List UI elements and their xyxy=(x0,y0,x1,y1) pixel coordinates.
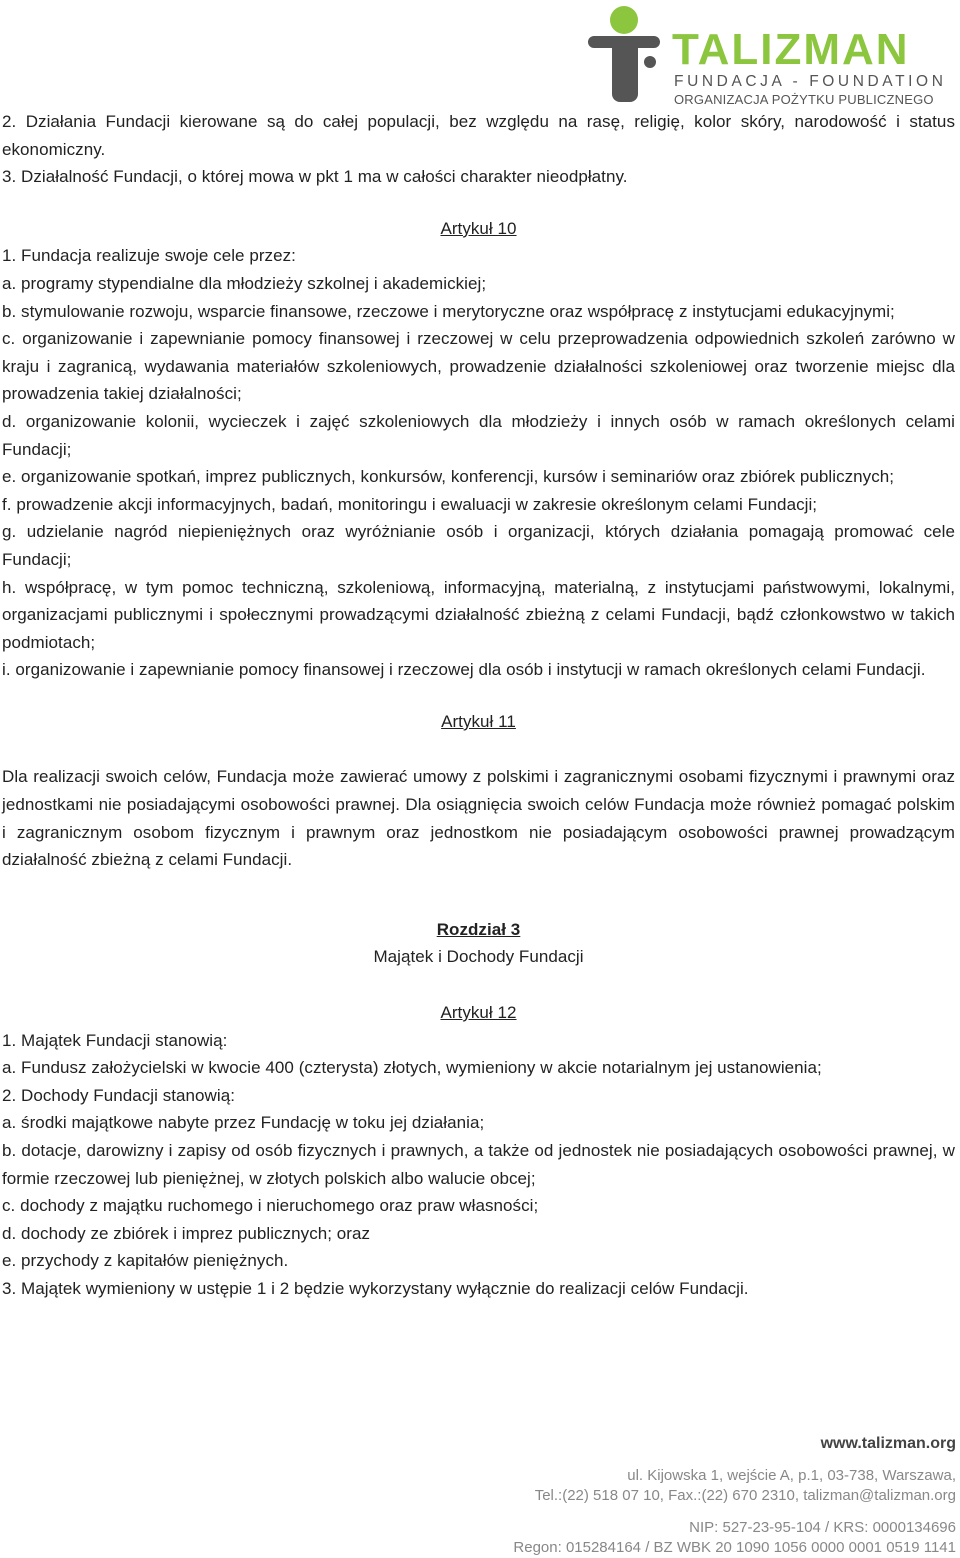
article-heading: Artykuł 10 xyxy=(440,218,517,238)
paragraph: d. dochody ze zbiórek i imprez publicznych; oraz xyxy=(2,1223,371,1243)
paragraph: c. organizowanie i zapewnianie pomocy finansowej i rzeczowej w celu przeprowadzenia odpowiednich szkoleń zarówno w kraju i zagranicą, wydawania materiałów szkoleniowych, prowadzenie działalności szkoleniowej oraz tworzenie miejsc dla prowadzenia takiej działalności; xyxy=(2,329,955,404)
logo-small-dot xyxy=(644,56,656,68)
paragraph: 3. Działalność Fundacji, o której mowa w pkt 1 ma w całości charakter nieodpłatny. xyxy=(2,167,628,187)
paragraph: 2. Działania Fundacji kierowane są do całej populacji, bez względu na rasę, religię, kolor skóry, narodowość i status ekonomiczny. xyxy=(2,112,955,159)
footer-address: ul. Kijowska 1, wejście A, p.1, 03-738, Warszawa, xyxy=(627,1467,956,1484)
paragraph: a. Fundusz założycielski w kwocie 400 (czterysta) złotych, wymieniony w akcie notarialnym jej ustanowienia; xyxy=(2,1058,822,1078)
paragraph: e. przychody z kapitałów pieniężnych. xyxy=(2,1251,289,1271)
footer-contact: Tel.:(22) 518 07 10, Fax.:(22) 670 2310, talizman@talizman.org xyxy=(534,1487,956,1504)
paragraph: b. dotacje, darowizny i zapisy od osób fizycznych i prawnych, a także od jednostek nie posiadających osobowości prawnej, w formie rzeczowej lub pieniężnej, w złotych polskich albo walucie obcej; xyxy=(2,1141,955,1188)
paragraph: a. programy stypendialne dla młodzieży szkolnej i akademickiej; xyxy=(2,273,487,293)
logo-bar-stem xyxy=(612,36,638,102)
paragraph: i. organizowanie i zapewnianie pomocy finansowej i rzeczowej dla osób i instytucji w ramach określonych celami Fundacji. xyxy=(2,660,926,680)
logo-wordmark: TALIZMAN xyxy=(672,25,910,74)
article-heading: Artykuł 12 xyxy=(440,1003,517,1023)
document-body xyxy=(2,108,955,1303)
paragraph: a. środki majątkowe nabyte przez Fundację w toku jej działania; xyxy=(2,1113,485,1133)
article-heading: Artykuł 11 xyxy=(441,711,516,731)
footer xyxy=(336,1434,956,1558)
paragraph: g. udzielanie nagród niepieniężnych oraz wyróżnianie osób i organizacji, których działania pomagają promować cele Fundacji; xyxy=(2,522,955,569)
paragraph: d. organizowanie kolonii, wycieczek i zajęć szkoleniowych dla młodzieży i innych osób w ramach określonych celami Fundacji; xyxy=(2,411,955,459)
paragraph: e. organizowanie spotkań, imprez publicznych, konkursów, konferencji, kursów i seminariów oraz zbiórek publicznych; xyxy=(2,467,895,487)
paragraph: b. stymulowanie rozwoju, wsparcie finansowe, rzeczowe i merytoryczne oraz współpracę z instytucjami edukacyjnymi; xyxy=(2,301,895,321)
footer-nip: NIP: 527-23-95-104 / KRS: 0000134696 xyxy=(689,1519,956,1536)
logo-dot-icon xyxy=(610,6,638,34)
paragraph: 1. Majątek Fundacji stanowią: xyxy=(2,1030,228,1050)
logo-graphic xyxy=(588,4,956,108)
logo-line1: FUNDACJA - FOUNDATION xyxy=(674,73,947,90)
paragraph: 3. Majątek wymieniony w ustępie 1 i 2 będzie wykorzystany wyłącznie do realizacji celów Fundacji. xyxy=(2,1278,749,1298)
footer-website: www.talizman.org xyxy=(820,1435,956,1452)
paragraph: c. dochody z majątku ruchomego i nieruchomego oraz praw własności; xyxy=(2,1196,539,1216)
footer-regon: Regon: 015284164 / BZ WBK 20 1090 1056 0000 0001 0519 1141 xyxy=(513,1539,956,1556)
logo-line2: ORGANIZACJA POŻYTKU PUBLICZNEGO xyxy=(674,92,934,107)
paragraph: 2. Dochody Fundacji stanowią: xyxy=(2,1085,235,1105)
paragraph: f. prowadzenie akcji informacyjnych, badań, monitoringu i ewaluacji w zakresie określonym celami Fundacji; xyxy=(2,494,818,514)
article-heading: Rozdział 3 xyxy=(436,919,521,939)
paragraph: h. współpracę, w tym pomoc techniczną, szkoleniową, informacyjną, materialną, z instytucjami państwowymi, lokalnymi, organizacjami publicznymi i społecznymi prowadzącymi działalność zbieżną z celami Fundacji, bądź członkowstwo w takich podmiotach; xyxy=(2,577,955,652)
talizman-logo xyxy=(588,4,956,108)
paragraph: Dla realizacji swoich celów, Fundacja może zawierać umowy z polskimi i zagranicznymi osobami fizycznymi i prawnymi oraz jednostkami nie posiadającymi osobowości prawnej. Dla osiągnięcia swoich celów Fundacja może również pomagać polskim i zagranicznym osobom fizycznym i prawnym oraz jednostkom nie posiadającym osobowości prawnej prowadzącym działalność zbieżną z celami Fundacji. xyxy=(2,767,955,870)
chapter-subtitle: Majątek i Dochody Fundacji xyxy=(373,947,584,967)
paragraph: 1. Fundacja realizuje swoje cele przez: xyxy=(2,246,296,266)
